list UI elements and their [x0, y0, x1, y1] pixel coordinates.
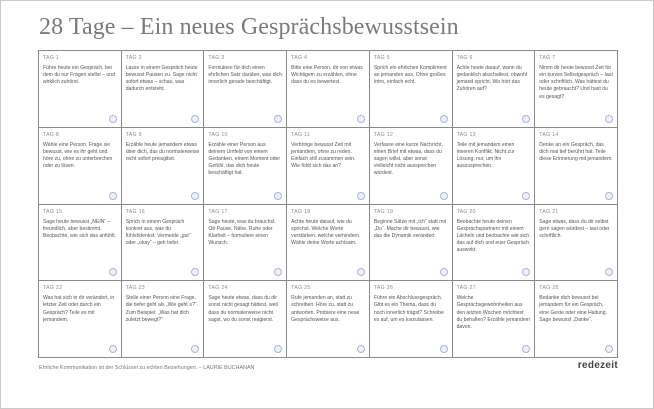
checkbox-circle-icon[interactable] [357, 268, 365, 276]
day-cell [535, 205, 618, 282]
checkbox-circle-icon[interactable] [274, 192, 282, 200]
checkbox-circle-icon[interactable] [357, 115, 365, 123]
day-text: Stelle einer Person eine Frage, die tiefer geht als „Wie geht´s?“. Zum Beispiel: „Was hat dich zuletzt bewegt?“ [125, 295, 198, 323]
day-text: Wähle eine Person. Frage sie bewusst, wie es ihr geht und höre zu, ohne zu unterbrechen oder zu lösen. [43, 141, 113, 170]
day-text: Sage heute etwas, dass du dir sonst nicht gesagt hättest, weil dass du normalerweise nicht sagst, wo du sonst reagierst. [208, 295, 278, 323]
day-cell [204, 128, 287, 205]
day-label: TAG 1 [43, 55, 60, 61]
day-cell [453, 128, 536, 205]
day-label: TAG 10 [208, 131, 228, 138]
day-text: Führe ein Abschlussgespräch. Gibt es ein Thema, dass du noch innerlich trägst? Schreibe es auf, um es loszulassen. [373, 295, 444, 323]
day-text: Verbringe bewusst Zeit mit jemandem, ohne zu reden. Einfach still zusammen sein. Wie fühlt sich das an? [291, 141, 356, 170]
day-label: TAG 17 [208, 208, 228, 215]
day-label: TAG 11 [291, 131, 311, 138]
day-cell [287, 205, 370, 282]
day-grid [38, 50, 618, 358]
day-cell [535, 128, 618, 205]
checkbox-circle-icon[interactable] [440, 345, 448, 353]
checkbox-circle-icon[interactable] [274, 345, 282, 353]
checkbox-circle-icon[interactable] [440, 268, 448, 276]
day-text: Führe heute ein Gespräch, bei dem du nur Fragen stellst – und wirklich zuhörst. [43, 65, 115, 86]
day-label: TAG 24 [208, 285, 228, 292]
day-text: Lasse in einem Gespräch heute bewusst Pausen zu. Sage nicht sofort etwas – schau, was dadurch entsteht. [125, 65, 198, 93]
checkbox-circle-icon[interactable] [522, 345, 530, 353]
day-label: TAG 16 [125, 208, 145, 215]
checkbox-circle-icon[interactable] [191, 192, 199, 200]
day-text: Bitte eine Person, dir von etwas Wichtigem zu erzählen, ohne dass du es bewertest. [291, 65, 363, 86]
day-text: Sprich ein ehrliches Kompliment an jemanden aus. Ohne großes Intro, einfach echt. [373, 65, 447, 86]
day-label: TAG 9 [125, 131, 142, 138]
checkbox-circle-icon[interactable] [109, 115, 117, 123]
day-label: TAG 21 [539, 208, 559, 215]
checkbox-circle-icon[interactable] [605, 345, 613, 353]
day-cell [122, 128, 205, 205]
page-title: 28 Tage – Ein neues Gesprächsbewusstsein [39, 14, 459, 40]
day-text: Welche Gesprächsgewohnheiten aus den letzten Wochen möchtest du behalten? Erzähle jemandem davon. [456, 295, 530, 330]
day-cell [39, 205, 122, 282]
day-text: Nimm dir heute bewusst Zeit für ein kurzes Selbstgespräch – laut oder schriftlich. Was hättest du heute gebraucht? Und hast du es gesagt? [539, 65, 613, 100]
day-label: TAG 18 [291, 208, 311, 215]
day-text: Sage heute, was du brauchst. Ob Pause, Nähe, Ruhe oder Klarheit – formuliere einen Wunsch. [208, 218, 276, 246]
day-cell [39, 51, 122, 128]
day-text: Bedanke dich bewusst bei jemandem für ein Gespräch, eine Geste oder eine Haltung. Sage bewusst „Danke“. [539, 295, 607, 323]
day-label: TAG 25 [291, 285, 311, 292]
day-label: TAG 26 [373, 285, 394, 292]
day-label: TAG 28 [539, 285, 559, 292]
checkbox-circle-icon[interactable] [109, 268, 117, 276]
day-cell [370, 51, 453, 128]
day-text: Sage heute bewusst „NEIN“ – freundlich, aber bestimmt. Beobachte, wie sich das anfühlt. [43, 218, 117, 239]
day-label: TAG 20 [456, 208, 476, 215]
day-cell [204, 51, 287, 128]
day-cell [39, 281, 122, 358]
day-label: TAG 13 [456, 131, 476, 138]
checkbox-circle-icon[interactable] [191, 345, 199, 353]
checkbox-circle-icon[interactable] [440, 192, 448, 200]
checkbox-circle-icon[interactable] [191, 115, 199, 123]
day-cell [453, 51, 536, 128]
day-text: Formuliere für dich einen ehrlichen Satz darüber, was dich innerlich gerade beschäftigt. [208, 65, 283, 86]
checkbox-circle-icon[interactable] [522, 115, 530, 123]
day-label: TAG 7 [539, 55, 556, 61]
day-label: TAG 22 [43, 285, 63, 292]
day-cell [287, 51, 370, 128]
day-cell [204, 205, 287, 282]
day-text: Verfasse eine kurze Nachricht, einen Brief mit etwas, dass du sagen willst, aber sonst vielleicht nicht aussprechen würdest. [373, 141, 443, 177]
day-label: TAG 14 [539, 131, 559, 138]
checkbox-circle-icon[interactable] [522, 192, 530, 200]
day-text: Erzähle einer Person aus deinem Umfeld von einem Gedanken, einem Moment oder Gefühl, das dich heute beschäftigt hat. [208, 141, 281, 177]
day-label: TAG 3 [208, 55, 225, 61]
day-label: TAG 4 [291, 55, 308, 61]
day-cell [370, 281, 453, 358]
day-cell [122, 281, 205, 358]
checkbox-circle-icon[interactable] [522, 268, 530, 276]
day-cell [453, 281, 536, 358]
day-cell [535, 51, 618, 128]
day-label: TAG 23 [125, 285, 145, 292]
day-label: TAG 6 [456, 55, 473, 61]
day-label: TAG 8 [43, 131, 60, 138]
day-label: TAG 12 [373, 131, 394, 138]
checkbox-circle-icon[interactable] [440, 115, 448, 123]
checkbox-circle-icon[interactable] [357, 192, 365, 200]
day-text: Erzähle heute jemandem etwas über dich, das du normalerweise nicht sofort preisgibst. [125, 141, 200, 162]
day-text: Achte heute darauf, wann du gedanklich abschaltest, obwohl jemand spricht. Wo hört das Zuhören auf? [456, 65, 528, 93]
day-cell [287, 128, 370, 205]
day-text: Sprich in einem Gespräch konkret aus, was du fühlst/denkst. Vermeide „gut“ oder „okay“ – geh tiefer. [125, 218, 191, 246]
day-text: Denke an ein Gespräch, das dich mal tief berührt hat. Teile diese Erinnerung mit jemandem. [539, 141, 613, 162]
brand-logo: redezeit [577, 360, 618, 371]
day-label: TAG 15 [43, 208, 63, 215]
day-cell [453, 205, 536, 282]
day-cell [370, 205, 453, 282]
day-cell [122, 205, 205, 282]
checkbox-circle-icon[interactable] [357, 345, 365, 353]
day-label: TAG 19 [373, 208, 394, 215]
checkbox-circle-icon[interactable] [605, 268, 613, 276]
checkbox-circle-icon[interactable] [605, 115, 613, 123]
day-label: TAG 27 [456, 285, 476, 292]
day-label: TAG 2 [125, 55, 142, 61]
day-cell [122, 51, 205, 128]
day-text: Beginne Sätze mit „Ich“ statt mit „Du“. Mache dir bewusst, wie das die Dynamik verändert. [373, 218, 447, 239]
day-cell [287, 281, 370, 358]
day-cell [370, 128, 453, 205]
checkbox-circle-icon[interactable] [109, 345, 117, 353]
checkbox-circle-icon[interactable] [274, 268, 282, 276]
day-cell [204, 281, 287, 358]
day-text: Was hat sich in dir verändert, in letzter Zeit oder durch ein Gespräch? Teile es mit jemandem. [43, 295, 115, 323]
checkbox-circle-icon[interactable] [109, 192, 117, 200]
day-text: Achte heute darauf, wie du sprichst. Welche Worte verstärken, welche verhindern. Wähle deine Worte achtsam. [291, 218, 361, 246]
day-text: Sage etwas, dass du dir selbst gern sagen würdest – laut oder schriftlich. [539, 218, 610, 239]
footer-quote: Ehrliche Kommunikation ist der Schlüssel zu echten Beziehungen. – LAURIE BUCHANAN [39, 365, 255, 371]
checkbox-circle-icon[interactable] [274, 115, 282, 123]
checkbox-circle-icon[interactable] [191, 268, 199, 276]
day-text: Rufe jemanden an, statt zu schreiben. Höre zu, statt zu antworten. Probiere eine neue Gesprächsweise aus. [291, 295, 360, 323]
day-cell [535, 281, 618, 358]
day-text: Beobachte heute deinen Gesprächspartnern mit einem Lächeln und beobachte wie sich das auf dich und euer Gespräch auswirkt. [456, 218, 530, 253]
day-text: Teile mit jemandem einen inneren Konflikt. Nicht zur Lösung, nur, um ihn auszusprechen. [456, 141, 515, 170]
checkbox-circle-icon[interactable] [605, 192, 613, 200]
day-label: TAG 5 [373, 55, 390, 61]
day-cell [39, 128, 122, 205]
